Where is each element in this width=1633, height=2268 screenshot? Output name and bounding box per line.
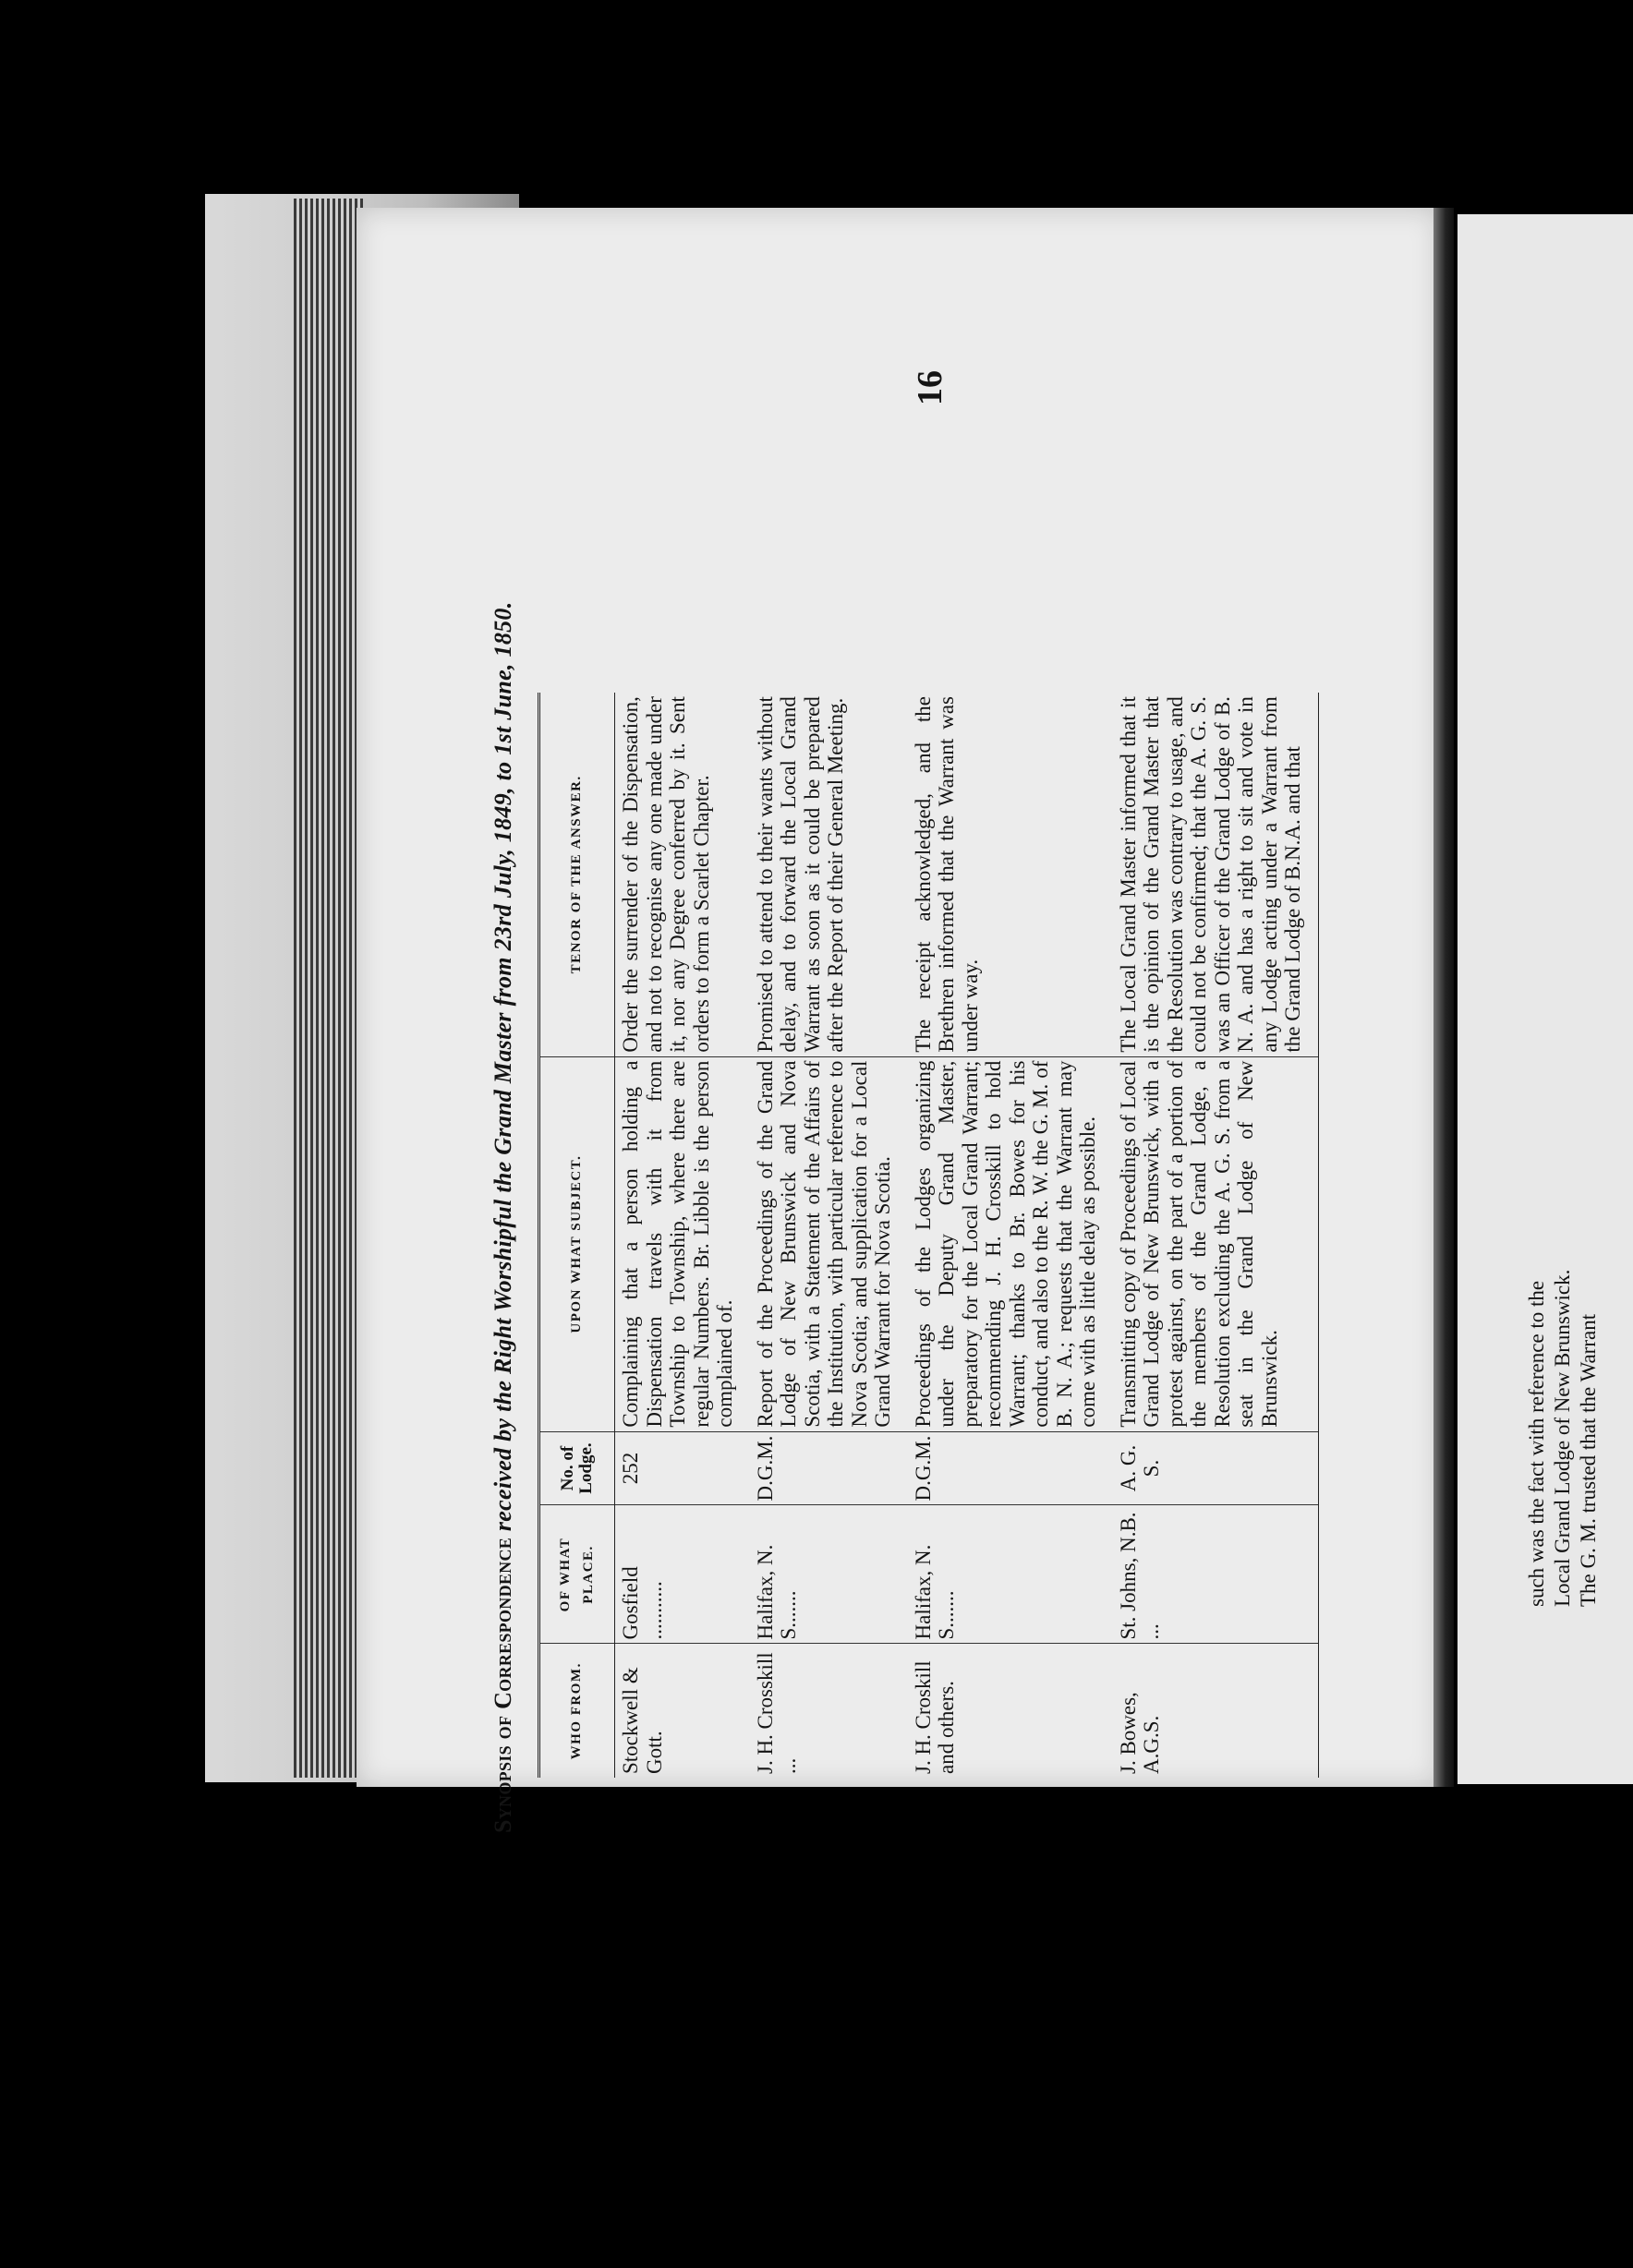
next-page-line: such was the fact with reference to the [1525, 1280, 1548, 1607]
cell-who: J. H. Croskill and others. [911, 1660, 958, 1774]
table-row [1113, 693, 1319, 1778]
header-tenor-of-answer: TENOR OF THE ANSWER. [539, 693, 615, 1056]
next-page-line: The G. M. trusted that the Warrant [1577, 1313, 1600, 1607]
page-edges [294, 199, 363, 1778]
cell-subject: Report of the Proceedings of the Grand Lodge of New Brunswick and Nova Scotia, with a Statement of the Affairs of the Institution, with particular reference to Nova Scotia; and supplication for a Local Grand Warrant for Nova Scotia. [750, 1056, 908, 1431]
cell-subject: Proceedings of the Lodges organizing under the Deputy Grand Master, preparatory for the Local Grand Warrant; recommending J. H. Crosskill to hold Warrant; thanks to Br. Bowes for his conduct, and also to the R. W. the G. M. of B. N. A.; requests that the Warrant may come with as little delay as possible. [908, 1056, 1113, 1431]
next-page-text [1524, 905, 1602, 1607]
cell-lodge: 252 [615, 1431, 750, 1505]
table-row [750, 693, 908, 1778]
page-number: 16 [911, 370, 950, 405]
title-prefix: Synopsis of Correspondence [490, 1537, 516, 1833]
cell-who: J. Bowes, A.G.S. [1113, 1644, 1319, 1778]
header-of-what-place: OF WHAT PLACE. [539, 1505, 615, 1644]
cell-subject: Transmitting copy of Proceedings of Local Grand Lodge of New Brunswick, with a protest against, on the part of a portion of the members of the Grand Lodge, a Resolution excluding the A. G. S. from a seat in the Grand Lodge of New Brunswick. [1113, 1056, 1319, 1431]
table-row [615, 693, 750, 1778]
header-who-from: WHO FROM. [539, 1644, 615, 1778]
cell-lodge: A. G. S. [1113, 1431, 1319, 1505]
cell-place: Gosfield ........... [615, 1505, 750, 1644]
cell-lodge: D.G.M. [908, 1431, 1113, 1505]
cell-answer: The receipt acknowledged, and the Brethren informed that the Warrant was under way. [908, 693, 1113, 1056]
cell-who: J. H. Crosskill ... [753, 1652, 800, 1774]
cell-lodge: D.G.M. [750, 1431, 908, 1505]
page-title [490, 356, 517, 1833]
cell-who: Stockwell & Gott. [619, 1667, 666, 1774]
next-page-line: Local Grand Lodge of New Brunswick. [1551, 1269, 1574, 1607]
cell-answer: Promised to attend to their wants without delay, and to forward the Local Grand Warrant as soon as it could be prepared after the Report of their General Meeting. [750, 693, 908, 1056]
header-no-of-lodge: No. of Lodge. [539, 1431, 615, 1505]
table-row [908, 693, 1113, 1778]
cell-answer: The Local Grand Master informed that it is the opinion of the Grand Master that the Resolution was contrary to usage, and could not be confirmed; that the A. G. S. was an Officer of the Grand Lodge of B. N. A. and has a right to sit and vote in any Lodge acting under a Warrant from the Grand Lodge of B.N.A. and that [1113, 693, 1319, 1056]
correspondence-table [538, 693, 1319, 1778]
rotated-page-content [490, 365, 1349, 1833]
cell-place: Halifax, N. S....... [750, 1505, 908, 1644]
table-header-row [539, 693, 615, 1778]
cell-subject: Complaining that a person holding a Dispensation travels with it from Township to Township, where there are regular Numbers. Br. Libble is the person complained of. [615, 1056, 750, 1431]
book-gutter [1433, 208, 1454, 1787]
header-upon-what-subject: UPON WHAT SUBJECT. [539, 1056, 615, 1431]
title-italic: received by the Right Worshipful the Grand Master from 23rd July, 1849, to 1st June, 1850. [490, 601, 516, 1532]
cell-place: St. Johns, N.B. ... [1113, 1505, 1319, 1644]
cell-answer: Order the surrender of the Dispensation, and not to recognise any one made under it, nor any Degree conferred by it. Sent orders to form a Scarlet Chapter. [615, 693, 750, 1056]
cell-place: Halifax, N. S....... [908, 1505, 1113, 1644]
